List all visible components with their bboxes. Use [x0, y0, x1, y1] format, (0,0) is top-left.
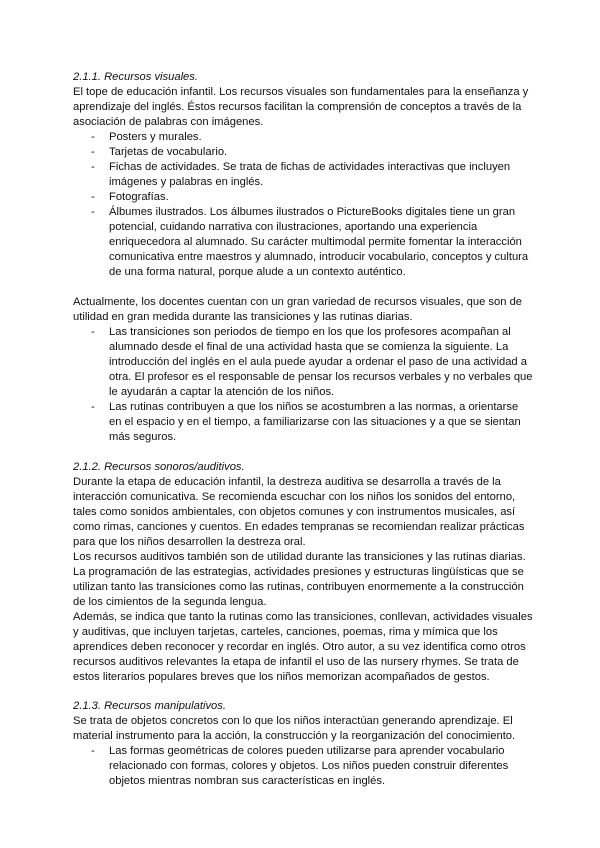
transitions-routines-list: [73, 325, 533, 445]
paragraph-auditory-1: Durante la etapa de educación infantil, la destreza auditiva se desarrolla a través de la interacción comunicativa. Se recomienda escuchar con los niños los sonidos del entorno, tales como sonidos ambientales, con objetos comunes y con instrumentos musicales, así como rimas, canciones y cuentos. En edades tempranas se recomiendan realizar prácticas para que los niños desarrollen la destreza oral.: [73, 476, 525, 548]
list-item: - Posters y murales.: [73, 130, 533, 145]
list-item: - Tarjetas de vocabulario.: [73, 145, 533, 160]
list-item: - Álbumes ilustrados. Los álbumes ilustrados o PictureBooks digitales tiene un gran potencial, cuidando narrativa con ilustraciones, aportando una experiencia enriquecedora al alumnado. Su carácter multimodal permite fomentar la interacción comunicativa entre maestros y alumnado, introducir vocabulario, conceptos y cultura de una forma natural, porque alude a un contexto auténtico.: [73, 205, 533, 280]
list-item: - Fichas de actividades. Se trata de fichas de actividades interactivas que incluyen imágenes y palabras en inglés.: [73, 160, 533, 190]
spacer: [73, 685, 533, 699]
paragraph-visual-intro: El tope de educación infantil. Los recursos visuales son fundamentales para la enseñanza y aprendizaje del inglés. Éstos recursos facilitan la comprensión de conceptos a través de la asociación de palabras con imágenes.: [73, 86, 529, 128]
list-item: - Las rutinas contribuyen a que los niños se acostumbren a las normas, a orientarse en el espacio y en el tiempo, a familiarizarse con las situaciones y a que se sientan más seguros.: [73, 400, 533, 445]
spacer: [73, 445, 533, 460]
list-item: - Las formas geométricas de colores pueden utilizarse para aprender vocabulario relacionado con formas, colores y objetos. Los niños pueden construir diferentes objetos mientras nombran sus características en inglés.: [73, 744, 533, 789]
visual-resources-list: [73, 130, 533, 280]
spacer: [73, 280, 533, 295]
section-heading-auditory: 2.1.2. Recursos sonoros/auditivos.: [73, 461, 245, 473]
manipulative-list: [73, 744, 533, 789]
paragraph-auditory-3: Además, se indica que tanto la rutinas como las transiciones, conllevan, actividades visuales y auditivas, que incluyen tarjetas, carteles, canciones, poemas, rima y mímica que los aprendices deben reconocer y recordar en inglés. Otro autor, a su vez identifica como otros recursos auditivos relevantes la etapa de infantil el uso de las nursery rhymes. Se trata de estos literarios populares breves que los niños memorizan acompañados de gestos.: [73, 611, 533, 683]
section-heading-manipulative: 2.1.3. Recursos manipulativos.: [73, 700, 226, 712]
list-item: - Fotografías.: [73, 190, 533, 205]
paragraph-auditory-2: Los recursos auditivos también son de utilidad durante las transiciones y las rutinas diarias. La programación de las estrategias, actividades presiones y estructuras lingüísticas que se utilizan tanto las transiciones como las rutinas, contribuyen enormemente a la construcción de los cimientos de la segunda lengua.: [73, 551, 526, 608]
section-heading-visual: 2.1.1. Recursos visuales.: [73, 71, 198, 83]
paragraph-visual-usage: Actualmente, los docentes cuentan con un gran variedad de recursos visuales, que son de utilidad en gran medida durante las transiciones y las rutinas diarias.: [73, 296, 523, 323]
paragraph-manipulative: Se trata de objetos concretos con lo que los niños interactúan generando aprendizaje. El material instrumento para la acción, la construcción y la reorganización del conocimiento.: [73, 715, 516, 742]
list-item: - Las transiciones son periodos de tiempo en los que los profesores acompañan al alumnado desde el final de una actividad hasta que se comienza la siguiente. La introducción del inglés en el aula puede ayudar a ordenar el paso de una actividad a otra. El profesor es el responsable de pensar los recursos verbales y no verbales que le ayudarán a captar la atención de los niños.: [73, 325, 533, 400]
document-page: [73, 70, 533, 789]
